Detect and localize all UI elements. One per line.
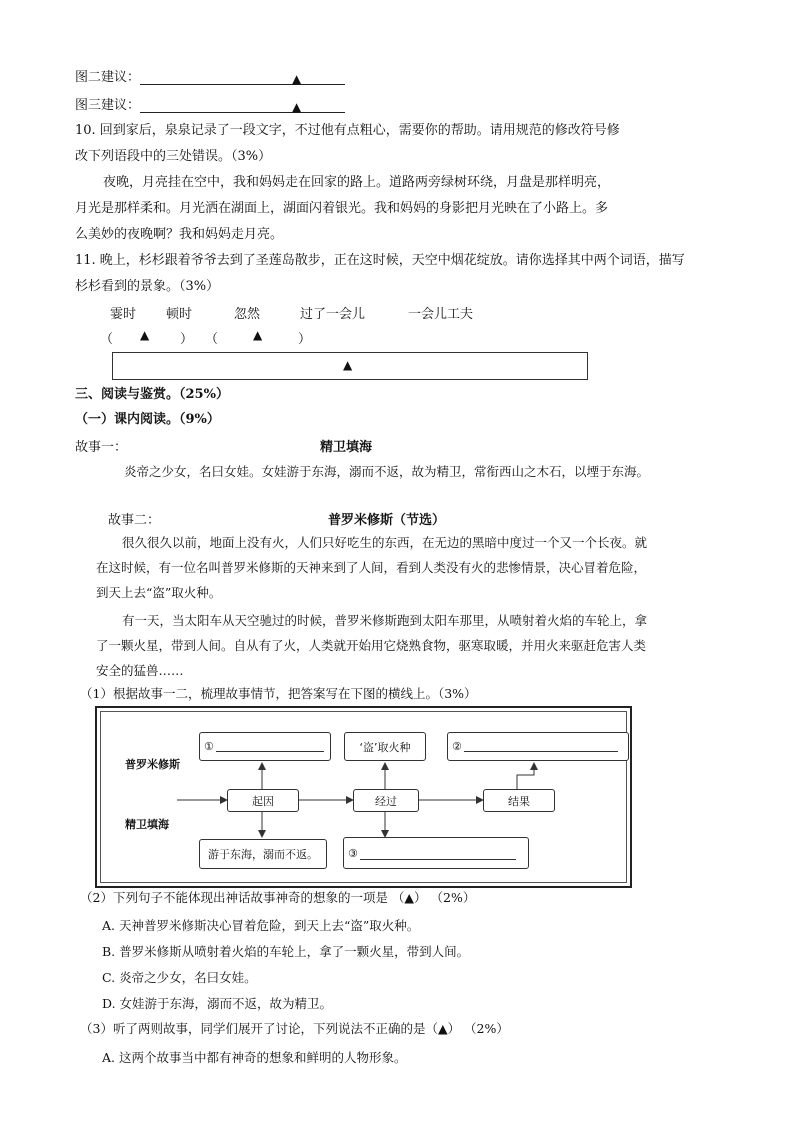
story-line: 在这时候，有一位名叫普罗米修斯的天神来到了人间，看到人类没有火的悲惨情景，决心冒着危险， — [96, 560, 647, 575]
story1-label: 故事一： — [75, 440, 128, 455]
option-a[interactable]: A. 天神普罗米修斯决心冒着危险，到天上去“盗”取火种。 — [102, 918, 420, 933]
story-line: 了一颗火星，带到人间。自从有了火，人类就开始用它烧熟食物，驱寒取暖，并用火来驱赶危害人类 — [96, 638, 647, 653]
diagram-label-jingwei: 精卫填海 — [125, 818, 169, 831]
q10-passage-line: 么美妙的夜晚啊？我和妈妈走月亮。 — [75, 227, 284, 242]
word-option: 顿时 — [166, 307, 193, 322]
answer-marker: ▲ — [253, 328, 263, 342]
word-option: 霎时 — [110, 307, 137, 322]
story1-text: 炎帝之少女，名曰女娃。女娃游于东海，溺而不返，故为精卫，常衔西山之木石，以堙于东海。 — [124, 464, 650, 479]
fig3-answer-line[interactable] — [140, 98, 345, 113]
answer-marker: ▲ — [140, 328, 150, 342]
option-c[interactable]: C. 炎帝之少女，名曰女娃。 — [102, 970, 257, 985]
fig2-answer-line[interactable] — [140, 70, 345, 85]
sub3-prompt: （3）听了两则故事，同学们展开了讨论，下列说法不正确的是（▲） （2%） — [80, 1021, 509, 1036]
story-line: 安全的猛兽…… — [96, 663, 184, 678]
q10-passage — [75, 170, 610, 248]
blank-line — [464, 751, 618, 752]
blank-box-2[interactable] — [447, 732, 629, 761]
answer-marker: ▲ — [292, 100, 302, 114]
paren-open: （ — [100, 332, 114, 347]
q11-prompt-line: 11. 晚上，杉杉跟着爷爷去到了圣莲岛散步，正在这时候，天空中烟花绽放。请你选择其中两个词语，描写 — [75, 253, 685, 268]
blank-number: ③ — [348, 846, 358, 860]
fig3-label: 图三建议： — [75, 98, 141, 113]
story2-para2 — [96, 608, 721, 683]
story-line: 到天上去“盗”取火种。 — [96, 585, 222, 600]
blank-box-3[interactable] — [343, 837, 529, 869]
q10-prompt-line: 改下列语段中的三处错误。（3%） — [75, 149, 272, 164]
sub2-options — [102, 913, 469, 1017]
word-option: 一会儿工夫 — [408, 307, 474, 322]
q10-passage-line: 夜晚，月亮挂在空中，我和妈妈走在回家的路上。道路两旁绿树环绕，月盘是那样明亮， — [103, 175, 611, 190]
story-line: 很久很久以前，地面上没有火，人们只好吃生的东西，在无边的黑暗中度过一个又一个长夜。就 — [122, 535, 648, 550]
story1-title: 精卫填海 — [320, 440, 373, 455]
option-d[interactable]: D. 女娃游于东海，溺而不返，故为精卫。 — [102, 996, 333, 1011]
story-line: 有一天，当太阳车从天空驰过的时候，普罗米修斯跑到太阳车那里，从喷射着火焰的车轮上，拿 — [122, 613, 648, 628]
sub1-prompt: （1）根据故事一二，梳理故事情节，把答案写在下图的横线上。（3%） — [80, 686, 477, 701]
story2-label: 故事二： — [108, 513, 161, 528]
blank-box-1[interactable] — [199, 732, 331, 761]
blank-line — [360, 859, 516, 860]
paren-close: ） — [298, 332, 312, 347]
option-a[interactable]: A. 这两个故事当中都有神奇的想象和鲜明的人物形象。 — [102, 1050, 407, 1065]
sub3-options — [102, 1045, 406, 1071]
fig3-suggestion — [75, 94, 345, 113]
cause-box: 起因 — [227, 789, 299, 812]
q11-prompt-line: 杉杉看到的景象。（3%） — [75, 279, 220, 294]
word-option: 过了一会儿 — [300, 307, 366, 322]
fig2-suggestion — [75, 66, 345, 85]
process-box: 经过 — [353, 789, 419, 812]
q11-word-choice-1[interactable] — [100, 328, 194, 347]
swim-box: 游于东海，溺而不返。 — [199, 839, 327, 869]
fig2-label: 图二建议： — [75, 70, 141, 85]
q11-word-choice-2[interactable] — [205, 328, 312, 347]
q11-answer-box[interactable] — [112, 352, 588, 380]
q10-passage-line: 月光是那样柔和。月光洒在湖面上，湖面闪着银光。我和妈妈的身影把月光映在了小路上。多 — [75, 201, 609, 216]
result-box: 结果 — [483, 789, 555, 812]
answer-marker: ▲ — [343, 358, 353, 372]
word-option: 忽然 — [234, 307, 261, 322]
blank-number: ① — [204, 740, 214, 753]
story2-para1 — [96, 530, 721, 605]
paren-close: ） — [180, 332, 194, 347]
section-heading: 三、阅读与鉴赏。（25%） — [75, 387, 229, 402]
q10-prompt-line: 10. 回到家后，泉泉记录了一段文字，不过他有点粗心，需要你的帮助。请用规范的修改符号修 — [75, 123, 620, 138]
blank-number: ② — [452, 740, 462, 753]
diagram-label-prometheus: 普罗米修斯 — [125, 758, 180, 771]
plot-diagram — [95, 706, 632, 888]
story2-title: 普罗米修斯（节选） — [328, 513, 446, 528]
q10-prompt — [75, 118, 620, 170]
option-b[interactable]: B. 普罗米修斯从喷射着火焰的车轮上，拿了一颗火星，带到人间。 — [102, 944, 470, 959]
sub2-prompt: （2）下列句子不能体现出神话故事神奇的想象的一项是 （▲） （2%） — [80, 890, 476, 905]
blank-line — [216, 751, 324, 752]
sub-section-heading: （一）课内阅读。（9%） — [75, 412, 220, 427]
q11-prompt — [75, 248, 685, 300]
paren-open: （ — [205, 332, 219, 347]
steal-fire-box: ‘盗’取火种 — [344, 732, 426, 761]
answer-marker: ▲ — [292, 72, 302, 86]
